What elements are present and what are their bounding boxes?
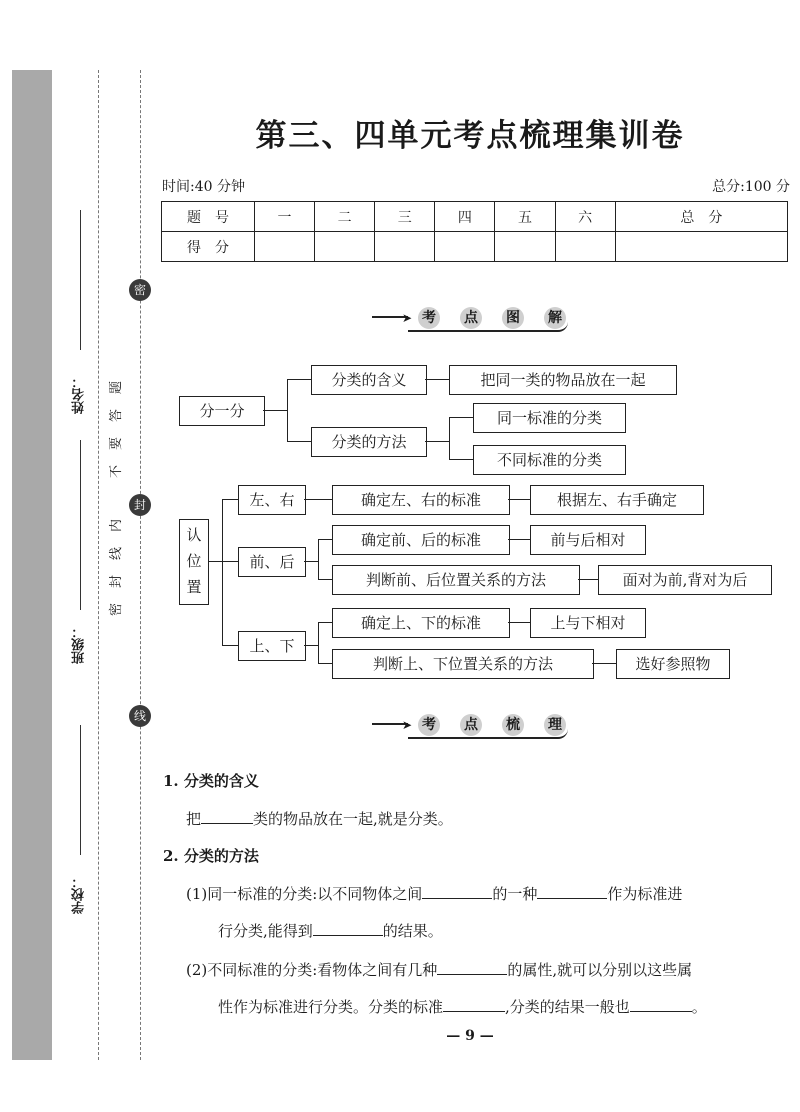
- connector: [304, 645, 318, 646]
- q2-1-text-c: 作为标准进: [607, 885, 683, 903]
- warning-char: 线: [109, 546, 125, 561]
- node-front-back: 前、后: [238, 547, 306, 577]
- banner-char: 点: [460, 307, 482, 329]
- position-char: 置: [186, 578, 202, 596]
- banner-char: 考: [418, 714, 440, 736]
- q2-2-text-a: (2)不同标准的分类:看物体之间有几种: [186, 961, 438, 979]
- blank-field[interactable]: [437, 960, 507, 975]
- score-col: 二: [315, 202, 375, 232]
- node-meaning-detail: 把同一类的物品放在一起: [449, 365, 677, 395]
- score-cell[interactable]: [255, 232, 315, 262]
- score-cell[interactable]: [375, 232, 435, 262]
- score-col: 一: [255, 202, 315, 232]
- connector: [318, 622, 319, 663]
- node-classify: 分一分: [179, 396, 265, 426]
- node-fb-method: 判断前、后位置关系的方法: [332, 565, 580, 595]
- binding-dashed-line-1: [98, 70, 99, 1060]
- score-col: 总 分: [615, 202, 787, 232]
- score-table-header-row: [162, 202, 788, 232]
- node-ud-standard: 确定上、下的标准: [332, 608, 510, 638]
- class-underline: [80, 440, 81, 610]
- name-underline: [80, 210, 81, 350]
- warning-char: 内: [109, 518, 125, 533]
- connector: [508, 622, 530, 623]
- score-cell[interactable]: [435, 232, 495, 262]
- connector: [222, 499, 238, 500]
- warning-char: 题: [109, 380, 125, 395]
- position-char: 位: [186, 552, 202, 570]
- page-number: — 9 —: [446, 1028, 494, 1044]
- position-char: 认: [186, 526, 202, 544]
- school-label: 学校：: [72, 875, 87, 914]
- q2-2-text-e: 。: [691, 998, 707, 1016]
- score-cell[interactable]: [315, 232, 375, 262]
- banner-char: 理: [544, 714, 566, 736]
- node-left-right: 左、右: [238, 485, 306, 515]
- connector: [318, 579, 332, 580]
- q1-text-a: 把: [186, 810, 202, 828]
- binding-dashed-line-2: [140, 70, 141, 1060]
- connector: [318, 663, 332, 664]
- warning-char: 不: [109, 464, 125, 479]
- connector: [318, 622, 332, 623]
- score-table: [161, 201, 788, 262]
- score-col: 四: [435, 202, 495, 232]
- connector: [318, 539, 332, 540]
- banner-char: 点: [460, 714, 482, 736]
- score-cell[interactable]: [555, 232, 615, 262]
- connector: [222, 645, 238, 646]
- banner-bar: [408, 306, 568, 332]
- node-fb-standard: 确定前、后的标准: [332, 525, 510, 555]
- connector: [263, 410, 287, 411]
- arrow-icon: ➤: [402, 311, 413, 325]
- score-cell[interactable]: [495, 232, 555, 262]
- warning-char: 答: [109, 408, 125, 423]
- node-ud-standard-detail: 上与下相对: [530, 608, 646, 638]
- blank-field[interactable]: [422, 884, 492, 899]
- class-label: 班级：: [72, 625, 87, 664]
- seal-mark-feng: 封: [129, 494, 151, 516]
- warning-char: 要: [109, 436, 125, 451]
- q2-1-line-2: [218, 920, 443, 941]
- connector: [287, 379, 311, 380]
- total-score: 总分:100 分: [712, 179, 790, 195]
- score-table-label: 得 分: [162, 232, 255, 262]
- warning-char: 封: [109, 574, 125, 589]
- score-col: 五: [495, 202, 555, 232]
- connector: [425, 379, 449, 380]
- blank-field[interactable]: [443, 997, 505, 1012]
- node-diff-standard: 不同标准的分类: [473, 445, 626, 475]
- q2-1-text-b: 的一种: [492, 885, 538, 903]
- q1-text-b: 类的物品放在一起,就是分类。: [253, 810, 453, 828]
- banner-char: 梳: [502, 714, 524, 736]
- connector: [592, 663, 616, 664]
- node-fb-method-detail: 面对为前,背对为后: [598, 565, 772, 595]
- seal-mark-xian: 线: [129, 705, 151, 727]
- connector: [304, 499, 332, 500]
- connector: [425, 441, 449, 442]
- connector: [449, 459, 473, 460]
- connector: [449, 417, 450, 459]
- q2-2-text-c: 性作为标准进行分类。分类的标准: [218, 998, 444, 1016]
- banner-char: 图: [502, 307, 524, 329]
- banner-diagram: [372, 303, 572, 333]
- q1-line: [186, 808, 453, 829]
- node-lr-standard: 确定左、右的标准: [332, 485, 510, 515]
- score-table-score-row: [162, 232, 788, 262]
- q2-1-text-d: 行分类,能得到: [218, 922, 313, 940]
- node-meaning: 分类的含义: [311, 365, 427, 395]
- node-ud-method: 判断上、下位置关系的方法: [332, 649, 594, 679]
- binding-strip: [12, 70, 52, 1060]
- q2-2-text-b: 的属性,就可以分别以这些属: [507, 961, 693, 979]
- node-ud-method-detail: 选好参照物: [616, 649, 730, 679]
- banner-char: 考: [418, 307, 440, 329]
- warning-char: 密: [109, 602, 125, 617]
- q2-2-line-1: [186, 959, 692, 980]
- node-method: 分类的方法: [311, 427, 427, 457]
- banner-bar: [408, 713, 568, 739]
- node-fb-standard-detail: 前与后相对: [530, 525, 646, 555]
- name-label: 姓名：: [72, 375, 87, 414]
- connector: [304, 561, 318, 562]
- seal-mark-mi: 密: [129, 279, 151, 301]
- connector: [287, 379, 288, 442]
- score-cell[interactable]: [615, 232, 787, 262]
- blank-field[interactable]: [537, 884, 607, 899]
- blank-field[interactable]: [630, 997, 692, 1012]
- banner-char: 解: [544, 307, 566, 329]
- node-up-down: 上、下: [238, 631, 306, 661]
- arrow-icon: ➤: [402, 718, 413, 732]
- connector: [318, 539, 319, 579]
- page-title: 第三、四单元考点梳理集训卷: [255, 118, 685, 154]
- time-limit: 时间:40 分钟: [162, 179, 245, 195]
- q2-1-text-e: 的结果。: [382, 922, 443, 940]
- connector: [222, 499, 223, 645]
- q2-2-line-2: [218, 996, 707, 1017]
- connector: [208, 561, 222, 562]
- connector: [578, 579, 598, 580]
- connector: [508, 539, 530, 540]
- connector: [508, 499, 530, 500]
- q2-1-line-1: [186, 883, 682, 904]
- connector: [222, 561, 238, 562]
- q2-2-text-d: ,分类的结果一般也: [505, 998, 630, 1016]
- node-position: [179, 519, 209, 605]
- q2-1-text-a: (1)同一标准的分类:以不同物体之间: [186, 885, 423, 903]
- banner-review: [372, 710, 572, 740]
- blank-field[interactable]: [201, 809, 253, 824]
- school-underline: [80, 725, 81, 855]
- score-table-label: 题 号: [162, 202, 255, 232]
- score-col: 六: [555, 202, 615, 232]
- q2-heading: 2. 分类的方法: [163, 847, 259, 865]
- node-lr-detail: 根据左、右手确定: [530, 485, 704, 515]
- connector: [287, 441, 311, 442]
- score-col: 三: [375, 202, 435, 232]
- q1-heading: 1. 分类的含义: [163, 772, 259, 790]
- blank-field[interactable]: [313, 921, 383, 936]
- connector: [449, 417, 473, 418]
- node-same-standard: 同一标准的分类: [473, 403, 626, 433]
